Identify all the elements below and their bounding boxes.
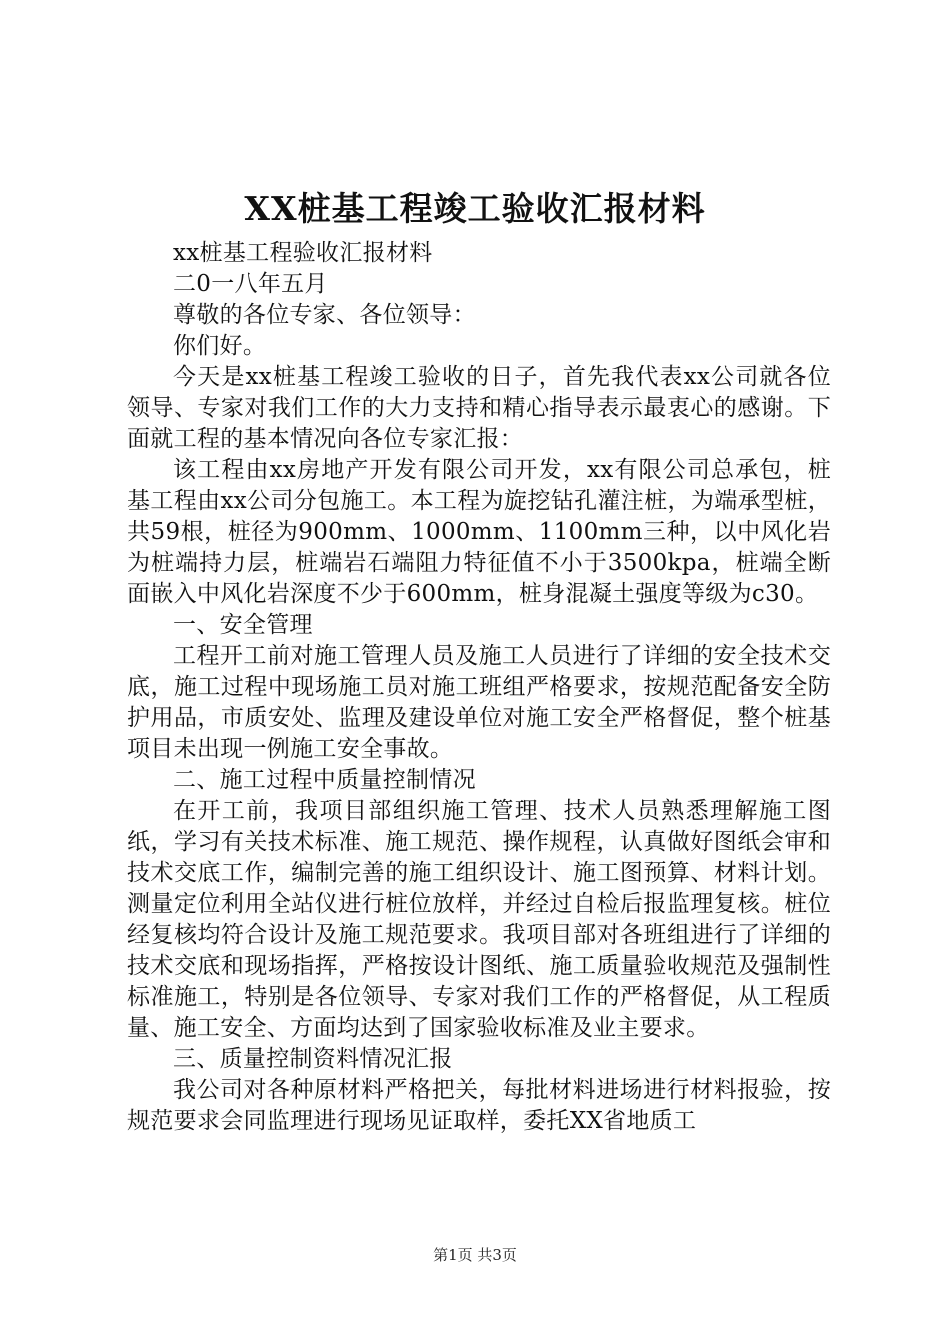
section-heading-safety: 一、安全管理 xyxy=(173,612,313,638)
section-heading-quality-control: 二、施工过程中质量控制情况 xyxy=(173,767,476,793)
paragraph-quality-records: 我公司对各种原材料严格把关，每批材料进场进行材料报验，按规范要求会同监理进行现场见证取样，委托XX省地质工 xyxy=(127,1077,831,1134)
paragraph-intro: 今天是xx桩基工程竣工验收的日子，首先我代表xx公司就各位领导、专家对我们工作的大力支持和精心指导表示最衷心的感谢。下面就工程的基本情况向各位专家汇报： xyxy=(127,364,831,452)
section-heading-quality-records: 三、质量控制资料情况汇报 xyxy=(173,1046,453,1072)
page-footer: 第1页 共3页 xyxy=(433,1246,517,1264)
paragraph-subtitle: xx桩基工程验收汇报材料 xyxy=(173,240,433,266)
paragraph-salutation: 尊敬的各位专家、各位领导： xyxy=(173,302,476,328)
document-title: XX桩基工程竣工验收汇报材料 xyxy=(244,189,706,228)
paragraph-project-overview: 该工程由xx房地产开发有限公司开发，xx有限公司总承包，桩基工程由xx公司分包施工。本工程为旋挖钻孔灌注桩，为端承型桩，共59根，桩径为900mm、1000mm、1100mm三种，以中风化岩为桩端持力层，桩端岩石端阻力特征值不小于3500kpa，桩端全断面嵌入中风化岩深度不少于600mm，桩身混凝土强度等级为c30。 xyxy=(127,457,831,607)
paragraph-date: 二0一八年五月 xyxy=(173,271,328,297)
paragraph-safety: 工程开工前对施工管理人员及施工人员进行了详细的安全技术交底，施工过程中现场施工员对施工班组严格要求，按规范配备安全防护用品，市质安处、监理及建设单位对施工安全严格督促，整个桩基项目未出现一例施工安全事故。 xyxy=(127,643,831,762)
paragraph-quality-control: 在开工前，我项目部组织施工管理、技术人员熟悉理解施工图纸，学习有关技术标准、施工规范、操作规程，认真做好图纸会审和技术交底工作，编制完善的施工组织设计、施工图预算、材料计划。测量定位利用全站仪进行桩位放样，并经过自检后报监理复核。桩位经复核均符合设计及施工规范要求。我项目部对各班组进行了详细的技术交底和现场指挥，严格按设计图纸、施工质量验收规范及强制性标准施工，特别是各位领导、专家对我们工作的严格督促，从工程质量、施工安全、方面均达到了国家验收标准及业主要求。 xyxy=(127,798,831,1041)
document-body xyxy=(127,238,831,1137)
paragraph-greeting: 你们好。 xyxy=(173,333,267,359)
